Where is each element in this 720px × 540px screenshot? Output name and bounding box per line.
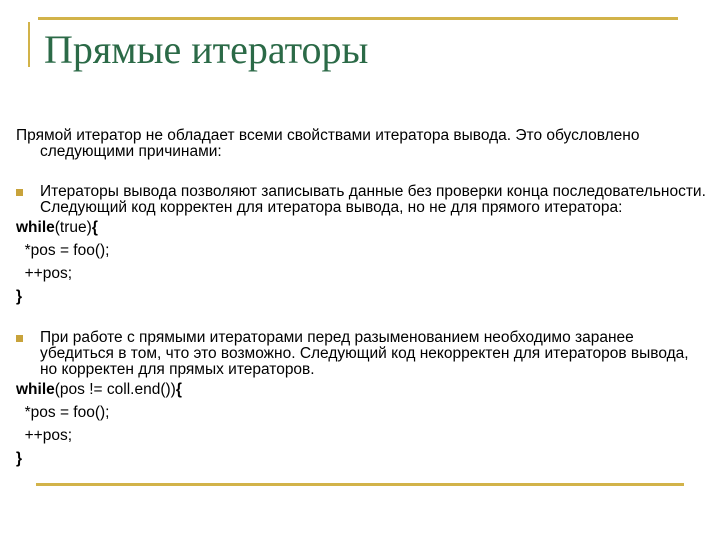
bullet-item-1 (16, 184, 706, 216)
bullet-item-2 (16, 330, 706, 378)
code-line: *pos = foo(); (16, 242, 110, 259)
decorative-bottom-line (36, 483, 684, 486)
slide-body (16, 128, 706, 470)
code-block-1 (16, 216, 706, 308)
code-line: ++pos; (16, 427, 73, 444)
code-condition: (pos != coll.end()) (54, 381, 176, 398)
code-line: *pos = foo(); (16, 404, 110, 421)
code-open-brace: { (91, 219, 98, 236)
code-keyword: while (16, 381, 55, 398)
decorative-top-line (38, 17, 678, 20)
code-block-2 (16, 378, 706, 470)
code-condition: (true) (54, 219, 92, 236)
code-close-brace: } (16, 450, 23, 467)
square-bullet-icon (16, 335, 23, 342)
bullet-text-2: При работе с прямыми итераторами перед разыменованием необходимо заранее убедиться в том, что это возможно. Следующий код некорректен для итераторов вывода, но корректен для прямых итераторов. (40, 329, 689, 378)
code-line: ++pos; (16, 265, 73, 282)
code-close-brace: } (16, 288, 23, 305)
intro-paragraph: Прямой итератор не обладает всеми свойствами итератора вывода. Это обусловлено следующими причинами: (16, 127, 640, 160)
square-bullet-icon (16, 189, 23, 196)
slide-title: Прямые итераторы (44, 27, 369, 72)
code-open-brace: { (175, 381, 182, 398)
decorative-vertical-line (28, 22, 30, 67)
code-keyword: while (16, 219, 55, 236)
bullet-text-1: Итераторы вывода позволяют записывать данные без проверки конца последовательности. Следующий код корректен для итератора вывода, но не для прямого итератора: (40, 183, 706, 216)
